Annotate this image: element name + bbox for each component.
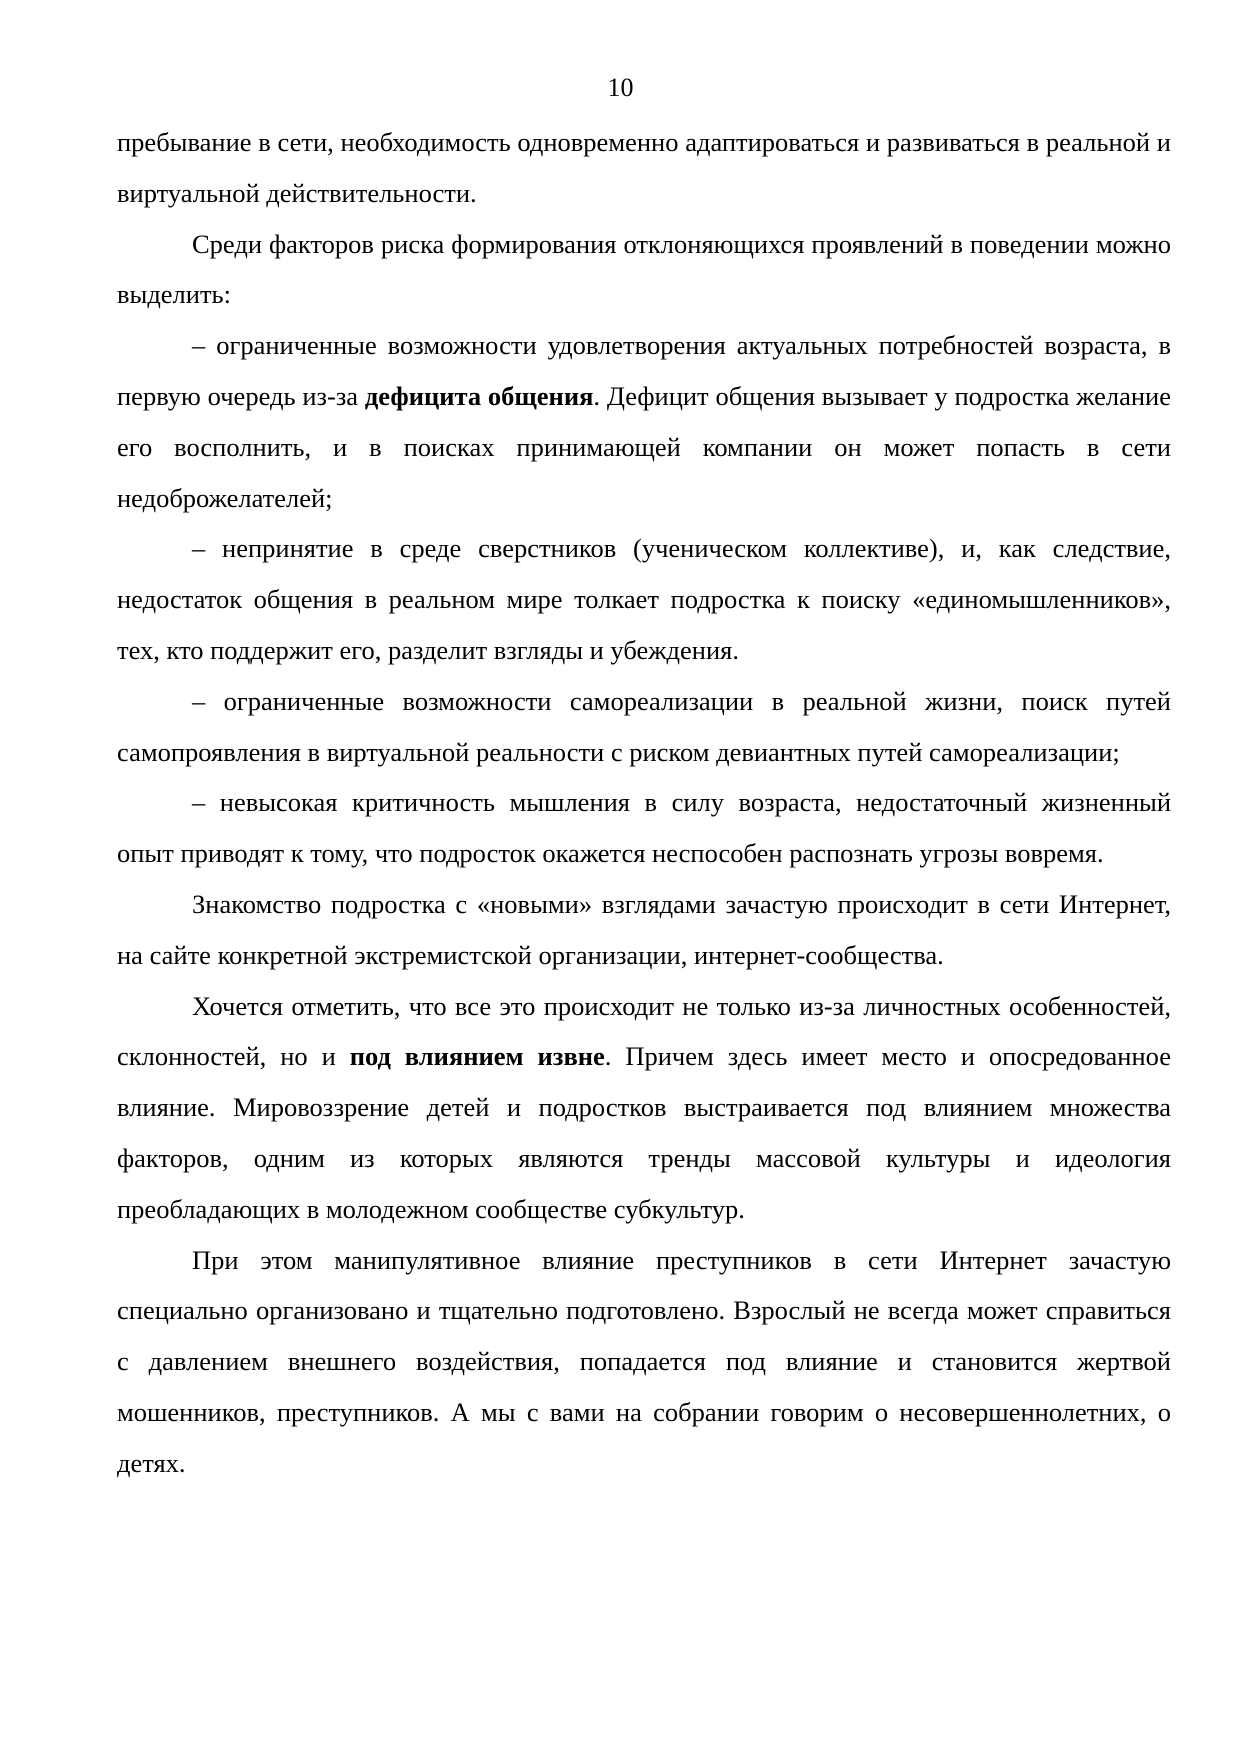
paragraph-external-influence [117, 981, 1171, 1235]
paragraph-risk-factors-intro [117, 219, 1171, 321]
page-number: 10 [607, 73, 634, 102]
document-body [117, 117, 1171, 1489]
paragraph-text: При этом манипулятивное влияние преступников в сети Интернет зачастую специально организовано и тщательно подготовлено. Взрослый не всегда может справиться с давлением внешнего воздействия, попадается под влияние и становится жертвой мошенников, преступников. А мы с вами на собрании говорим о несовершеннолетних, о детях. [117, 1244, 1171, 1478]
paragraph-continuation [117, 117, 1171, 219]
paragraph-text: – невысокая критичность мышления в силу возраста, недостаточный жизненный опыт приводят к тому, что подросток окажется неспособен распознать угрозы вовремя. [117, 787, 1171, 869]
paragraph-text: – ограниченные возможности самореализации в реальной жизни, поиск путей самопроявления в виртуальной реальности с риском девиантных путей самореализации; [117, 685, 1171, 767]
paragraph-text: пребывание в сети, необходимость одновременно адаптироваться и развиваться в реальной и виртуальной действительности. [117, 127, 1171, 208]
list-item-self-realization [117, 676, 1171, 778]
paragraph-text: . Дефицит общения вызывает у подростка желание его восполнить, и в поисках принимающей компании он может попасть в сети недоброжелателей; [117, 380, 1171, 513]
paragraph-manipulation [117, 1235, 1171, 1489]
paragraph-text: Знакомство подростка с «новыми» взглядами зачастую происходит в сети Интернет, на сайте конкретной экстремистской организации, интернет-сообщества. [117, 888, 1171, 970]
paragraph-text: – непринятие в среде сверстников (ученическом коллективе), и, как следствие, недостаток общения в реальном мире толкает подростка к поиску «единомышленников», тех, кто поддержит его, разделит взгляды и убеждения. [117, 533, 1171, 665]
bold-phrase: под влиянием извне [349, 1041, 605, 1072]
list-item-critical-thinking [117, 777, 1171, 879]
paragraph-text: – ограниченные возможности удовлетворения актуальных потребностей возраста, в первую очередь из-за [117, 330, 1171, 411]
paragraph-text: Среди факторов риска формирования отклоняющихся проявлений в поведении можно выделить: [117, 228, 1171, 310]
paragraph-text: Хочется отметить, что все это происходит не только из-за личностных особенностей, склонностей, но и [117, 990, 1171, 1072]
paragraph-new-views [117, 879, 1171, 981]
list-item-peer-rejection [117, 523, 1171, 675]
bold-phrase: дефицита общения [364, 380, 594, 411]
paragraph-text: . Причем здесь имеет место и опосредованное влияние. Мировоззрение детей и подростков выстраивается под влиянием множества факторов, одним из которых являются тренды массовой культуры и идеология преобладающих в молодежном сообществе субкультур. [117, 1041, 1171, 1224]
list-item-communication-deficit [117, 320, 1171, 523]
